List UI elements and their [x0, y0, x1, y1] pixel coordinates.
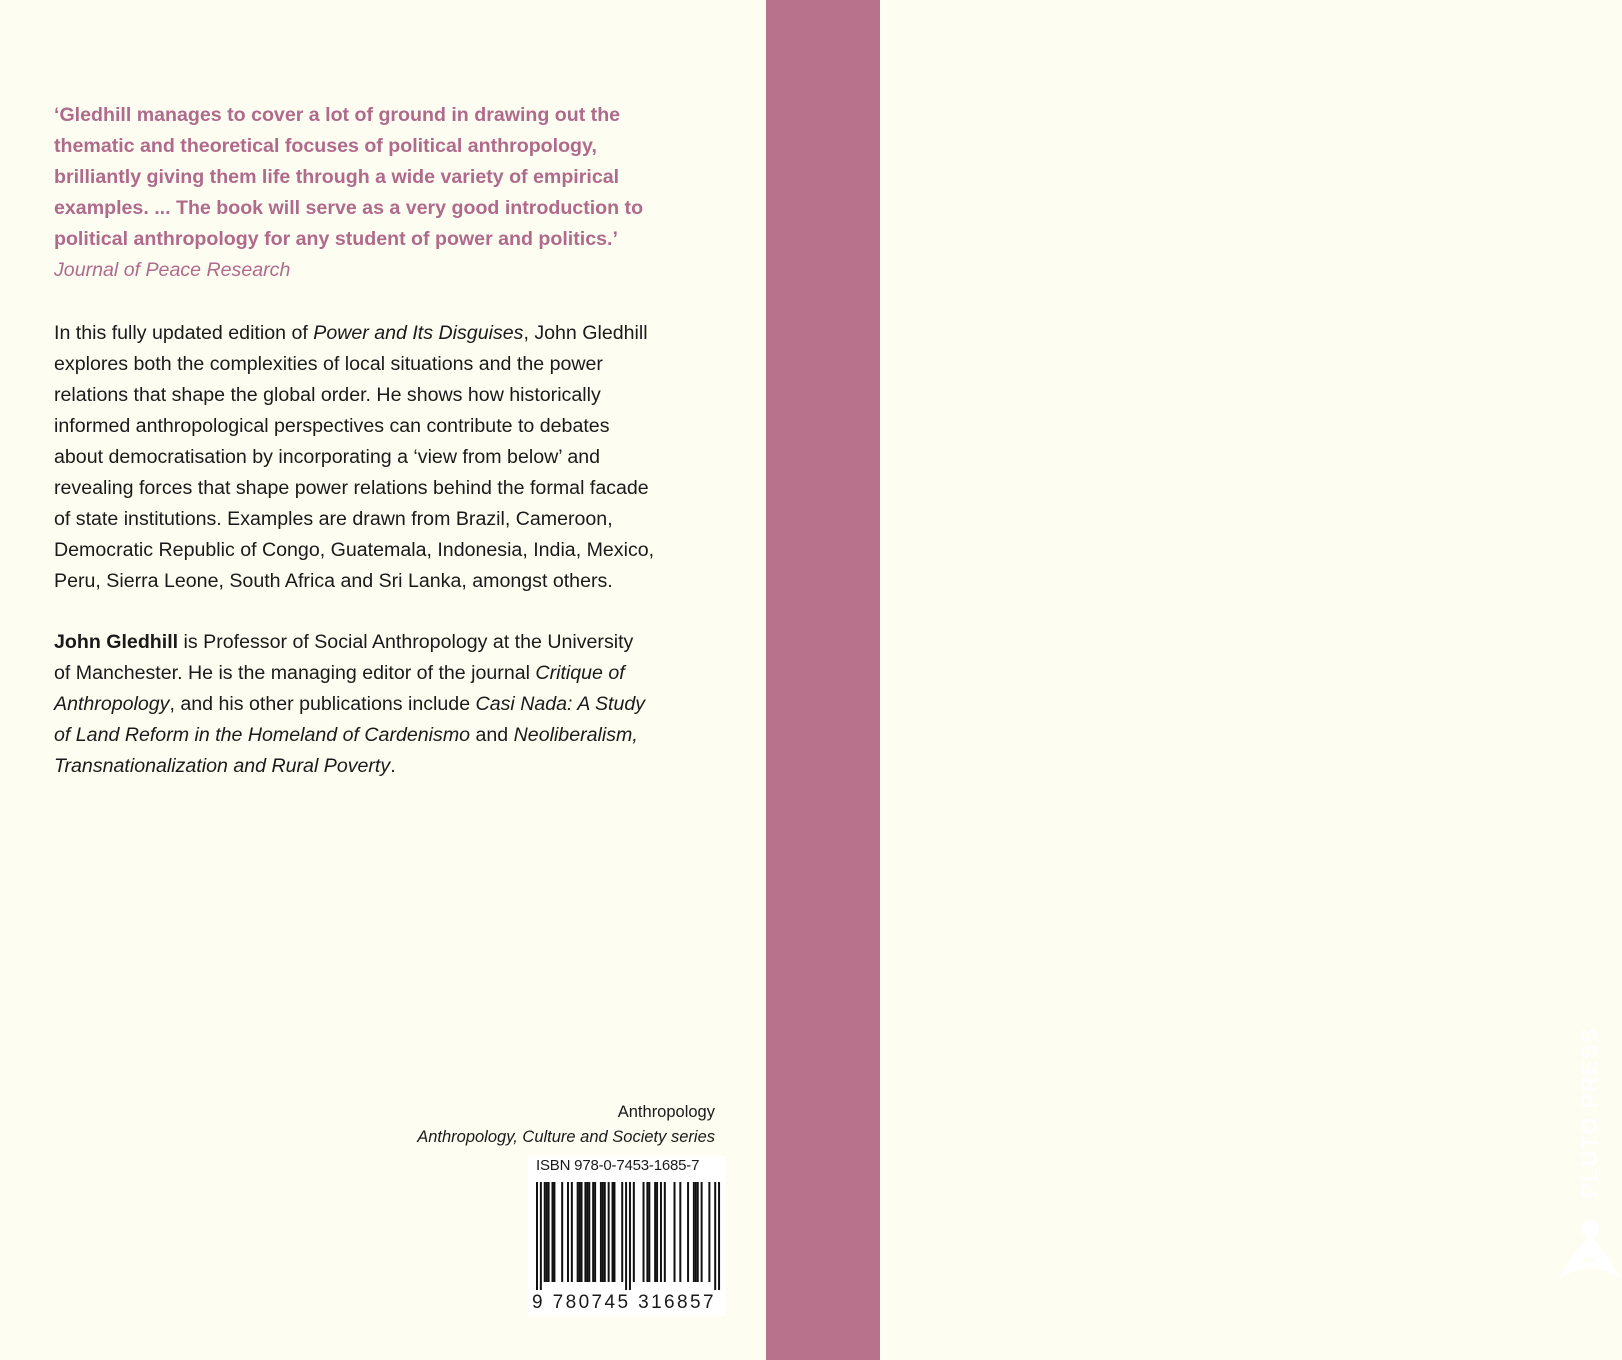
barcode-bar [629, 1182, 631, 1290]
subject-category: Anthropology [617, 1103, 715, 1121]
review-quote-line: thematic and theoretical focuses of political anthropology, [54, 135, 597, 157]
barcode-bar [561, 1182, 563, 1282]
barcode-bar [544, 1182, 546, 1282]
barcode-bar [586, 1182, 588, 1282]
barcode-bar [621, 1182, 623, 1282]
barcode-bar [571, 1182, 573, 1282]
description-line: about democratisation by incorporating a ‘view from below’ and [54, 446, 601, 468]
barcode-bar [588, 1182, 590, 1282]
bio-line: of Land Reform in the Homeland of Cardenismo and Neoliberalism, [54, 724, 638, 746]
barcode-bar [679, 1182, 681, 1282]
barcode-bar [584, 1182, 586, 1282]
barcode-bar [548, 1182, 550, 1282]
barcode-bar [660, 1182, 662, 1282]
review-quote-line: examples. ... The book will serve as a very good introduction to [54, 197, 644, 219]
barcode-bar [654, 1182, 656, 1282]
spine-band [766, 0, 1602, 1360]
description-line: Democratic Republic of Congo, Guatemala, Indonesia, India, Mexico, [54, 539, 655, 561]
bio-line: Transnationalization and Rural Poverty. [54, 755, 396, 777]
barcode-bar [612, 1182, 614, 1282]
category-block [417, 1100, 715, 1150]
barcode-bar [648, 1182, 650, 1282]
description-line: In this fully updated edition of Power and Its Disguises, John Gledhill [54, 322, 648, 344]
barcode-bar [687, 1182, 689, 1282]
barcode-bar [577, 1182, 579, 1282]
barcode-bar [567, 1182, 569, 1282]
bio-line: of Manchester. He is the managing editor of the journal Critique of [54, 662, 625, 684]
pluto-press-logo-icon [1558, 1216, 1622, 1282]
review-source: Journal of Peace Research [54, 259, 291, 281]
description-line: relations that shape the global order. He shows how historically [54, 384, 601, 406]
back-cover-text [54, 100, 726, 782]
barcode-bar [581, 1182, 583, 1282]
description-line: of state institutions. Examples are drawn from Brazil, Cameroon, [54, 508, 613, 530]
barcode-bar [540, 1182, 542, 1290]
barcode-bar [695, 1182, 697, 1282]
barcode-bar [600, 1182, 602, 1282]
barcode-bar [625, 1182, 627, 1290]
barcode-bar [714, 1182, 716, 1290]
barcode-bar [643, 1182, 645, 1282]
review-quote-line: ‘Gledhill manages to cover a lot of ground in drawing out the [54, 104, 621, 126]
barcode-bar [546, 1182, 548, 1282]
description-line: Peru, Sierra Leone, South Africa and Sri Lanka, amongst others. [54, 570, 613, 592]
barcode-bar [633, 1182, 635, 1282]
barcode-bar [656, 1182, 658, 1282]
publisher-name: PLUTO PRESS [1577, 1026, 1602, 1198]
barcode-bar [708, 1182, 710, 1282]
bio-line: Anthropology, and his other publications include Casi Nada: A Study [54, 693, 646, 715]
barcode-bar [674, 1182, 676, 1282]
isbn-barcode [528, 1156, 726, 1316]
barcode-bar [536, 1182, 538, 1290]
barcode-bar [579, 1182, 581, 1282]
barcode-bar [646, 1182, 648, 1282]
barcode-number: 9 780745 316857 [532, 1292, 716, 1313]
author-bio [54, 627, 726, 782]
barcode-bar [664, 1182, 666, 1282]
barcode-bar [551, 1182, 553, 1282]
barcode-bar [697, 1182, 699, 1282]
barcode-bars [536, 1182, 720, 1290]
bio-line: John Gledhill is Professor of Social Anthropology at the University [54, 631, 634, 653]
barcode-bar [553, 1182, 555, 1282]
description-line: informed anthropological perspectives can contribute to debates [54, 415, 610, 437]
barcode-bar [604, 1182, 606, 1282]
description-line: explores both the complexities of local situations and the power [54, 353, 603, 375]
barcode-bar [718, 1182, 720, 1290]
isbn-label: ISBN 978-0-7453-1685-7 [536, 1157, 700, 1174]
book-title: Power and Its Disguises [313, 322, 524, 344]
barcode-bar [592, 1182, 594, 1282]
description-line: revealing forces that shape power relations behind the formal facade [54, 477, 649, 499]
barcode-bar [608, 1182, 610, 1282]
review-quote-line: political anthropology for any student of power and politics.’ [54, 228, 618, 250]
barcode-bar [594, 1182, 596, 1282]
series-name: Anthropology, Culture and Society series [417, 1128, 715, 1146]
barcode-bar [613, 1182, 615, 1282]
barcode-bar [602, 1182, 604, 1282]
barcode-bar [693, 1182, 695, 1282]
review-quote-line: brilliantly giving them life through a wide variety of empirical [54, 166, 620, 188]
book-description [54, 318, 726, 597]
barcode-bar [701, 1182, 703, 1282]
author-name: John Gledhill [54, 631, 179, 653]
